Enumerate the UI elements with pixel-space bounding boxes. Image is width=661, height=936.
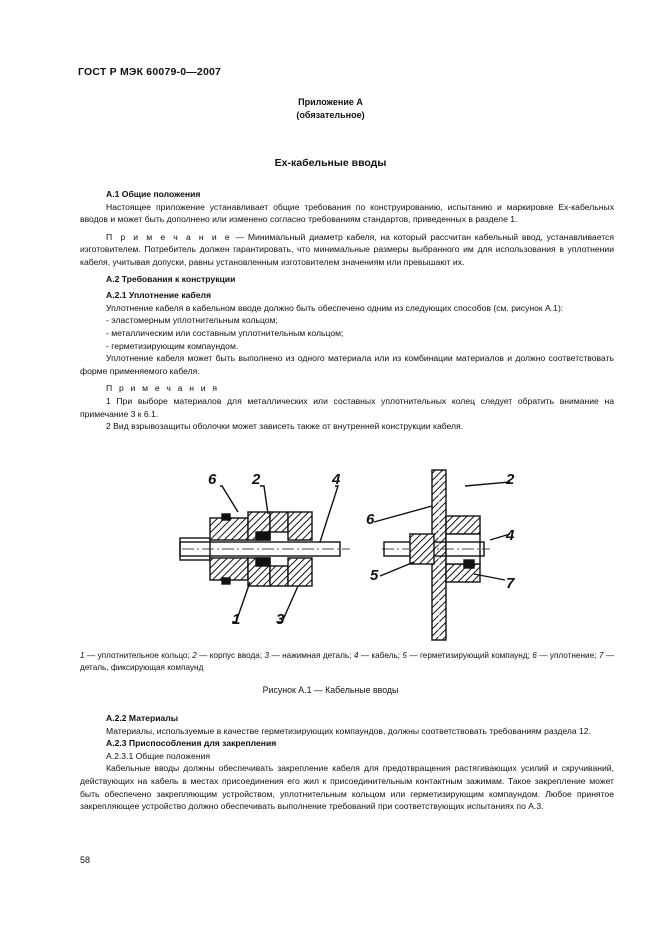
label-5: 5 (370, 567, 379, 584)
notes-label: П р и м е ч а н и я (106, 383, 220, 394)
legend-num: 4 (353, 651, 359, 660)
label-6-left: 6 (208, 471, 217, 488)
legend-num: 2 (192, 651, 197, 660)
para-a21-2: Уплотнение кабеля может быть выполнено из одного материала или из комбинации материалов и должно соответствовать форме применяемого кабеля. (80, 353, 614, 376)
annex-status: (обязательное) (296, 110, 365, 120)
heading-a23: А.2.3 Приспособления для закрепления (106, 738, 277, 749)
legend-text: — кабель; (358, 651, 403, 660)
label-1: 1 (232, 611, 241, 628)
right-gland-drawing (374, 470, 510, 640)
note-a1 (80, 231, 614, 269)
list-item: - герметизирующим компаундом. (106, 340, 239, 351)
legend-text: — уплотнение; (536, 651, 599, 660)
heading-a22: А.2.2 Материалы (106, 713, 179, 723)
note-label: П р и м е ч а н и е (106, 231, 232, 242)
legend-text: — герметизирующий компаунд; (406, 651, 533, 660)
heading-a231: А.2.3.1 Общие положения (106, 750, 211, 761)
left-gland-drawing (180, 486, 350, 622)
heading-a21: А.2.1 Уплотнение кабеля (106, 290, 211, 301)
figure-legend (80, 650, 614, 673)
legend-text: — корпус ввода; (196, 651, 265, 660)
label-4-left: 4 (332, 471, 341, 488)
legend-num: 3 (264, 651, 270, 660)
para-a231: Кабельные вводы должны обеспечивать закрепление кабеля для предотвращения растягивающих усилий и скручиваний, действующих на кабель в местах присоединения его жил к присоединительным контактным зажимам. Такое закрепление может быть обеспечено закрепляющим устройством, уплотнительным кольцом или герметизирующим компаундом. Любое принятое закрепляющее устройство должно обеспечивать выполнение требований при соответствующих испытаниях по А.3. (80, 763, 614, 812)
heading-a2: А.2 Требования к конструкции (106, 273, 236, 284)
para-a1: Настоящее приложение устанавливает общие требования по конструированию, испытанию и маркировке Ex-кабельных вводов и может быть дополнено или изменено согласно требованиям стандартов, приведенных в разделе 1. (80, 201, 614, 225)
figure-caption: Рисунок А.1 — Кабельные вводы (262, 685, 399, 695)
page-number: 58 (80, 855, 91, 865)
label-2-right: 2 (506, 471, 515, 488)
note-text: — Минимальный диаметр кабеля, на который рассчитан кабельный ввод, устанавливается изготовителем. Потребитель должен гарантировать, что минимальные размеры выбранного им для использования в уплотнении кабеля, учитывая допуски, равны установленным изготовителем значениям или превышают их. (80, 231, 614, 267)
legend-text: — уплотнительное кольцо; (84, 651, 193, 660)
section-a22 (80, 712, 614, 813)
label-2-left: 2 (252, 471, 261, 488)
legend-num: 6 (532, 651, 537, 660)
legend-num: 1 (80, 651, 85, 660)
para-a21: Уплотнение кабеля в кабельном вводе должно быть обеспечено одним из следующих способов (см. рисунок А.1): (106, 302, 564, 313)
para-a22: Материалы, используемые в качестве герметизирующих компаундов, должны соответствовать требованиям раздела 12. (106, 725, 591, 736)
legend-num: 5 (402, 651, 407, 660)
note-item-2: 2 Вид взрывозащиты оболочки может зависеть также от внутренней конструкции кабеля. (106, 421, 464, 432)
list-item: - металлическим или составным уплотнительным кольцом; (106, 327, 344, 338)
section-a1 (80, 188, 614, 433)
figure-cable-glands (160, 462, 540, 642)
label-6-right: 6 (366, 511, 375, 528)
label-3: 3 (276, 611, 285, 628)
annex-title: Приложение А (298, 97, 363, 107)
label-4-right: 4 (506, 527, 515, 544)
heading-a1: А.1 Общие положения (106, 189, 201, 199)
legend-text: — деталь, фиксирующая компаунд (80, 651, 615, 672)
document-title: Ex-кабельные вводы (274, 157, 387, 169)
note-item-1: 1 При выборе материалов для металлических или составных уплотнительных колец следует обратить внимание на примечание 3 к 6.1. (80, 395, 614, 419)
standard-header: ГОСТ Р МЭК 60079-0—2007 (78, 66, 222, 78)
legend-text: — нажимная деталь; (269, 651, 354, 660)
legend-num: 7 (598, 651, 604, 660)
label-7: 7 (506, 575, 515, 592)
list-item: - эластомерным уплотнительным кольцом; (106, 315, 278, 326)
